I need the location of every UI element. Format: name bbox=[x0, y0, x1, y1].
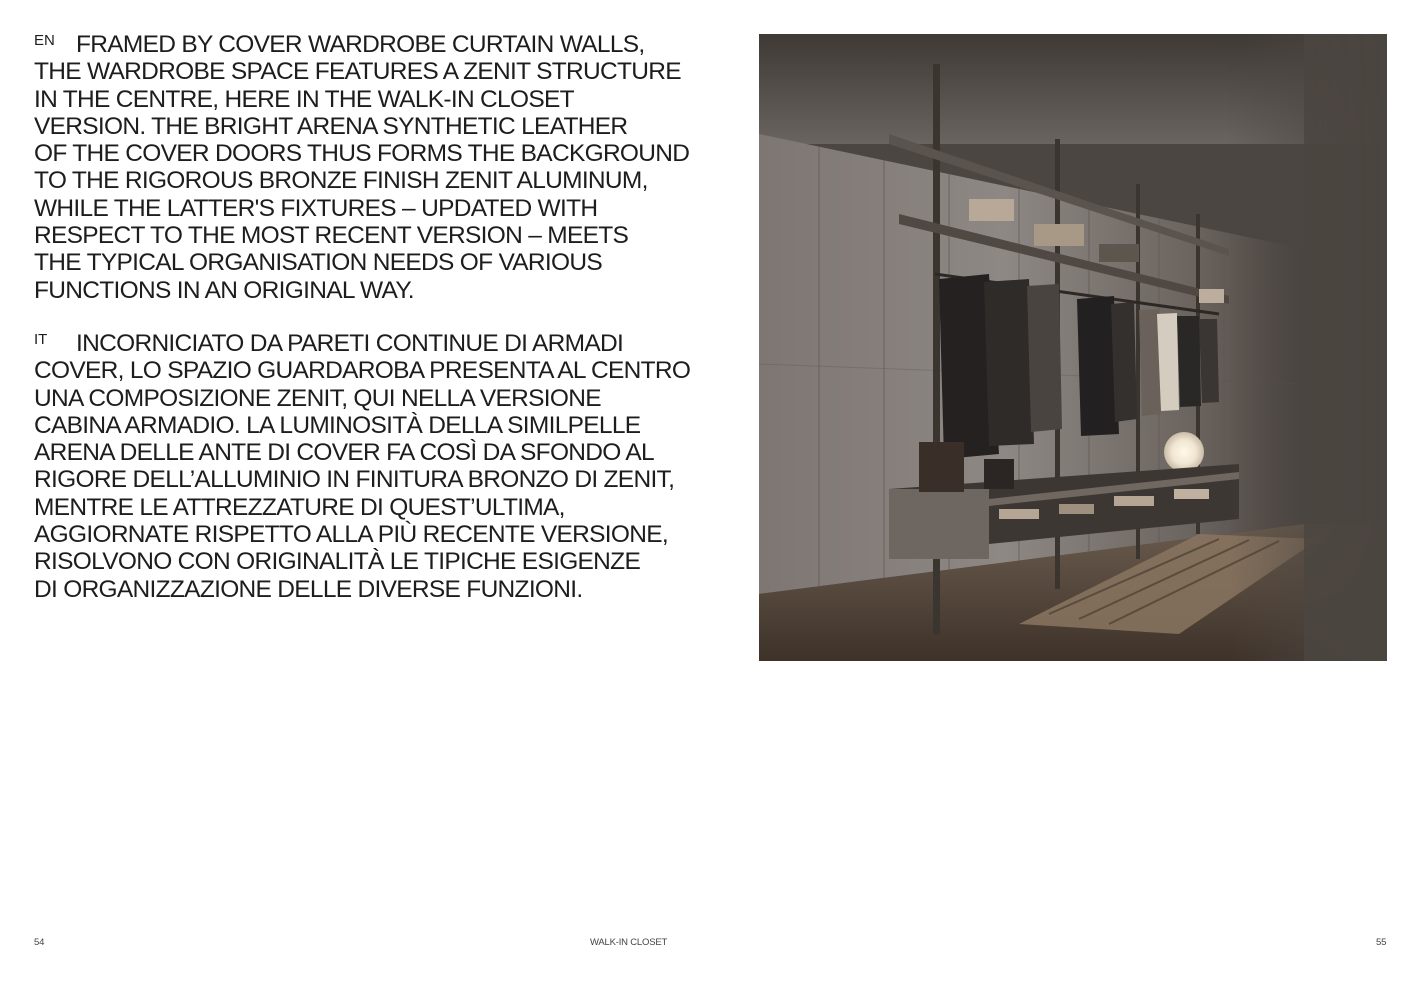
globe-lamp bbox=[1164, 432, 1204, 472]
it-line-6: MENTRE LE ATTREZZATURE DI QUEST’ULTIMA, bbox=[34, 493, 565, 521]
en-line-4: OF THE COVER DOORS THUS FORMS THE BACKGROUND bbox=[34, 140, 690, 168]
it-line-4: ARENA DELLE ANTE DI COVER FA COSÌ DA SFONDO AL bbox=[34, 439, 654, 467]
en-line-3: VERSION. THE BRIGHT ARENA SYNTHETIC LEATHER bbox=[34, 112, 628, 140]
en-line-1: THE WARDROBE SPACE FEATURES A ZENIT STRUCTURE bbox=[34, 58, 681, 86]
lang-code-en: EN bbox=[34, 32, 55, 49]
it-line-3: CABINA ARMADIO. LA LUMINOSITÀ DELLA SIMILPELLE bbox=[34, 411, 641, 439]
it-line-7: AGGIORNATE RISPETTO ALLA PIÙ RECENTE VERSIONE, bbox=[34, 521, 669, 549]
it-line-5: RIGORE DELL’ALLUMINIO IN FINITURA BRONZO DI ZENIT, bbox=[34, 466, 675, 494]
section-title: WALK-IN CLOSET bbox=[590, 937, 668, 948]
it-line-2: UNA COMPOSIZIONE ZENIT, QUI NELLA VERSIONE bbox=[34, 384, 601, 412]
en-line-7: RESPECT TO THE MOST RECENT VERSION – MEETS bbox=[34, 222, 629, 250]
it-line-1: COVER, LO SPAZIO GUARDAROBA PRESENTA AL CENTRO bbox=[34, 357, 691, 385]
en-line-5: TO THE RIGOROUS BRONZE FINISH ZENIT ALUMINUM, bbox=[34, 167, 648, 195]
page-number-left: 54 bbox=[34, 937, 45, 948]
walk-in-closet-photo bbox=[759, 34, 1387, 661]
italian-text-block bbox=[34, 330, 694, 603]
en-line-2: IN THE CENTRE, HERE IN THE WALK-IN CLOSET bbox=[34, 85, 574, 113]
en-line-6: WHILE THE LATTER'S FIXTURES – UPDATED WITH bbox=[34, 194, 598, 222]
page-number-right: 55 bbox=[1376, 937, 1387, 948]
closet-illustration bbox=[759, 34, 1387, 661]
en-line-8: THE TYPICAL ORGANISATION NEEDS OF VARIOUS bbox=[34, 249, 603, 277]
en-line-9: FUNCTIONS IN AN ORIGINAL WAY. bbox=[34, 276, 414, 304]
lang-code-it: IT bbox=[34, 331, 48, 348]
english-text-block bbox=[34, 31, 694, 304]
it-line-9: DI ORGANIZZAZIONE DELLE DIVERSE FUNZIONI. bbox=[34, 575, 583, 603]
en-line-0: EN FRAMED BY COVER WARDROBE CURTAIN WALLS, bbox=[34, 31, 645, 58]
it-line-8: RISOLVONO CON ORIGINALITÀ LE TIPICHE ESIGENZE bbox=[34, 548, 641, 576]
it-line-0: IT INCORNICIATO DA PARETI CONTINUE DI ARMADI bbox=[34, 330, 624, 357]
